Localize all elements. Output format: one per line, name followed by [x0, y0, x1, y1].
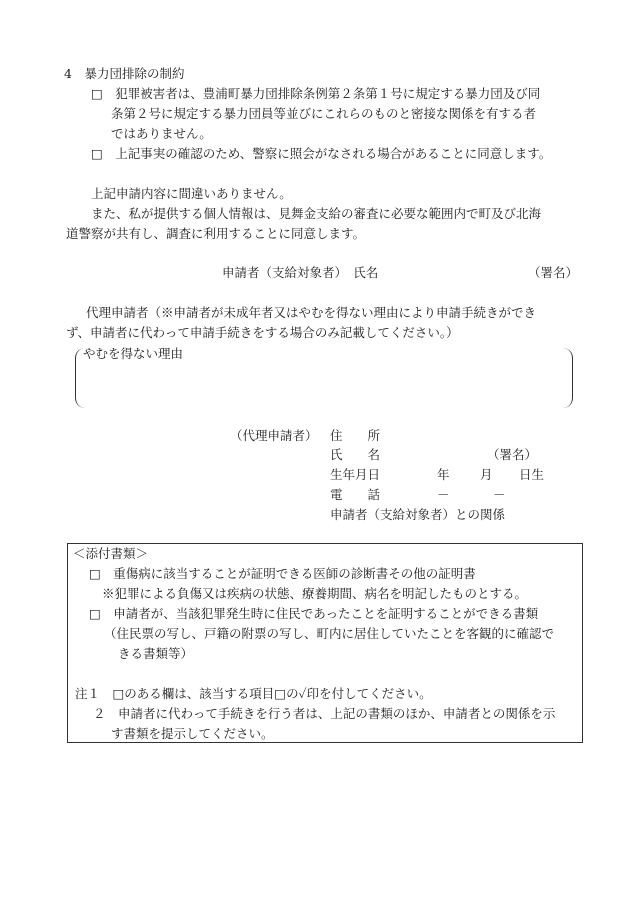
declaration-text: 道警察が共有し、調査に利用することに同意します。 — [66, 226, 366, 241]
reason-label: やむを得ない理由 — [83, 346, 184, 361]
medical-certificate-checkbox-item[interactable]: □ 重傷病に該当することが証明できる医師の診断書その他の証明書 — [89, 566, 476, 581]
relation-label: 申請者（支給対象者）との関係 — [330, 507, 506, 522]
phone-separator: － — [437, 487, 450, 502]
residence-proof-checkbox-item[interactable]: □ 申請者が、当該犯罪発生時に住民であったことを証明することができる書類 — [89, 606, 539, 621]
dob-year-label: 年 — [437, 467, 450, 482]
applicant-signature-label: （署名） — [528, 265, 579, 280]
attachments-title: ＜添付書類＞ — [73, 546, 149, 561]
proxy-instruction: 代理申請者（※申請者が未成年者又はやむを得ない理由により申請手続きができ — [86, 305, 537, 320]
residence-proof-note: （住民票の写し、戸籍の附票の写し、町内に居住していたことを客観的に確認で — [104, 626, 555, 641]
dob-month-label: 月 — [480, 467, 493, 482]
note-1: 注１ □のある欄は、該当する項目□の✓印を付してください。 — [75, 686, 432, 701]
note-2: ２ 申請者に代わって手続きを行う者は、上記の書類のほか、申請者との関係を示 — [93, 706, 556, 721]
police-consent-checkbox-item[interactable]: □ 上記事実の確認のため、警察に照会がなされる場合があることに同意します。 — [91, 146, 552, 161]
dob-day-label: 日生 — [519, 467, 545, 482]
name-label: 氏 名 — [330, 447, 381, 462]
medical-certificate-note: ※犯罪による負傷又は疾病の状態、療養期間、病名を明記したものとする。 — [102, 586, 528, 601]
phone-label: 電 話 — [330, 487, 381, 502]
declaration-text: また、私が提供する個人情報は、見舞金支給の審査に必要な範囲内で町及び北海 — [91, 206, 542, 221]
residence-proof-note: きる書類等） — [118, 646, 194, 661]
declaration-text: 上記申請内容に間違いありません。 — [91, 186, 292, 201]
proxy-title: （代理申請者） — [230, 428, 318, 443]
proxy-signature-label: （署名） — [487, 447, 538, 462]
applicant-name-label: 申請者（支給対象者） 氏名 — [222, 265, 379, 280]
exclusion-checkbox-item[interactable]: □ 犯罪被害者は、豊浦町暴力団排除条例第２条第１号に規定する暴力団及び同 — [91, 86, 541, 101]
exclusion-item-text: 条第２号に規定する暴力団員等並びにこれらのものと密接な関係を有する者 — [111, 106, 537, 121]
address-label: 住 所 — [330, 428, 381, 443]
section-heading: 4 暴力団排除の制約 — [64, 66, 185, 81]
proxy-instruction: ず、申請者に代わって申請手続きをする場合のみ記載してください。） — [66, 325, 459, 340]
dob-label: 生年月日 — [330, 467, 381, 482]
phone-separator: － — [493, 487, 506, 502]
note-2: す書類を提示してください。 — [111, 726, 274, 741]
exclusion-item-text: ではありません。 — [111, 126, 212, 141]
